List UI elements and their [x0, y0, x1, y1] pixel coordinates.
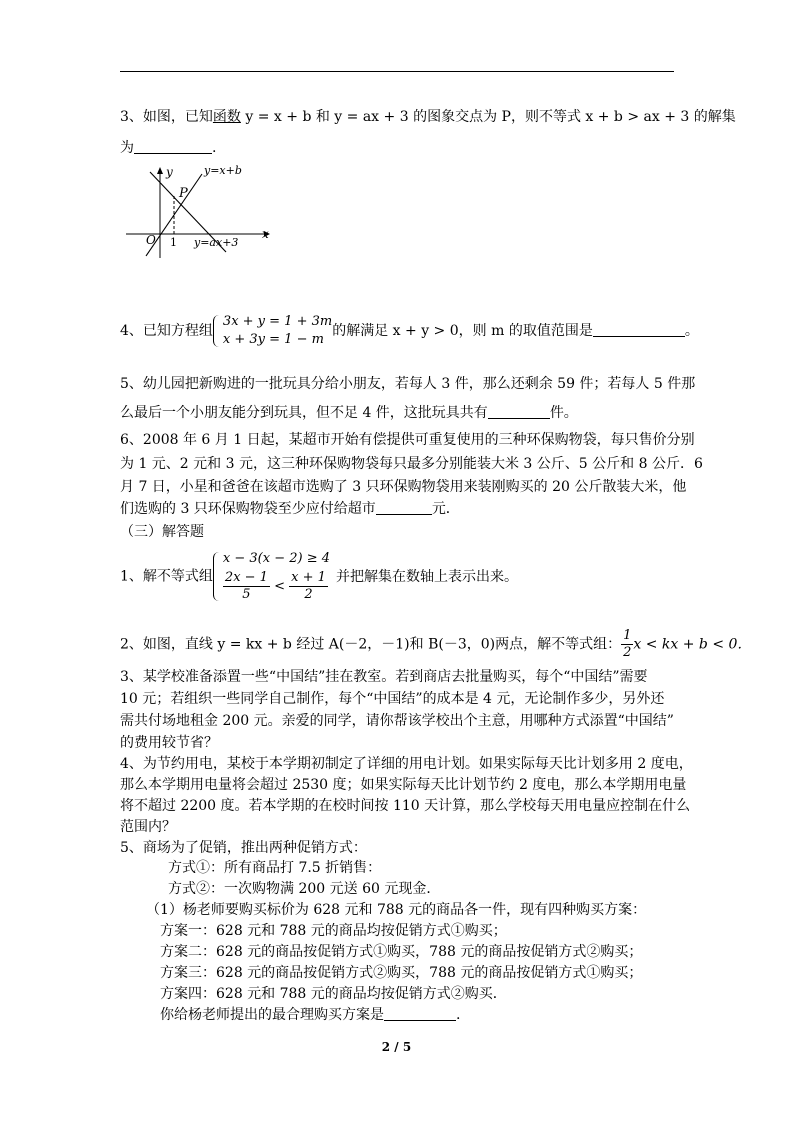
label-line1: y=x+b: [204, 164, 242, 177]
plan-1: 方案一：628 元和 788 元的商品均按促销方式①购买；: [160, 923, 507, 939]
problem-3-line2: 10 元；若组织一些同学自己制作，每个“中国结”的成本是 4 元，无论制作多少，另外还: [120, 691, 665, 707]
answer-blank[interactable]: [134, 139, 212, 154]
inequality-1: x − 3(x − 2) ≥ 4: [222, 551, 331, 566]
q5-line2-pre: 么最后一个小朋友能分到玩具，但不足 4 件，这批玩具共有: [120, 405, 488, 421]
y-arrow-icon: [157, 167, 163, 174]
fraction-2-num: x + 1: [291, 570, 326, 585]
fraction-1: [223, 570, 270, 603]
q3-end: .: [212, 140, 217, 156]
q3-line2-prefix: 为: [120, 140, 134, 156]
fill-question-6-line2: 为 1 元、2 元和 3 元，这三种环保购物袋每只最多分别能装大米 3 公斤、5 公斤和 8 公斤．6: [120, 456, 703, 472]
plan-question: [160, 1005, 460, 1025]
label-origin: O: [146, 233, 156, 247]
p2-pre: 2、如图，直线 y = kx + b 经过 A(－2，－1)和 B(－3，0)两点，解不等式组：: [120, 636, 622, 653]
fraction-1-den: 5: [242, 587, 251, 602]
label-x: x: [262, 227, 269, 241]
section-title: （三）解答题: [120, 524, 204, 540]
q4-post: 的解满足 x + y > 0，则 m 的取值范围是: [332, 323, 593, 339]
half-den: 2: [623, 645, 632, 660]
fill-question-3: [120, 107, 736, 127]
fraction-2: [289, 570, 328, 603]
p2-post: x < kx + b < 0．: [633, 636, 752, 653]
equation-2: x + 3y = 1 − m: [222, 332, 324, 347]
q6-line4-end: 元．: [431, 501, 460, 517]
problem-4-line4: 范围内？: [120, 819, 176, 835]
half-fraction: [621, 628, 633, 661]
fill-question-6-line4: [120, 499, 460, 519]
answer-blank[interactable]: [384, 1006, 456, 1021]
answer-blank[interactable]: [593, 322, 685, 337]
fraction-2-den: 2: [304, 587, 313, 602]
equation-1: 3x + y = 1 + 3m: [222, 314, 333, 329]
problem-3-line3: 需共付场地租金 200 元。亲爱的同学，请你帮该学校出个主意，用哪种方式添置“中国结”: [120, 713, 674, 729]
problem-2: [120, 628, 751, 661]
page-number: 2 / 5: [381, 1040, 412, 1054]
q4-pre: 4、已知方程组: [120, 323, 213, 339]
problem-3-line1: 3、某学校准备添置一些“中国结”挂在教室。若到商店去批量购买，每个“中国结”需要: [120, 669, 648, 685]
problem-4-line3: 将不超过 2200 度。若本学期的在校时间按 110 天计算，那么学校每天用电量应控制在什么: [120, 798, 691, 814]
answer-blank[interactable]: [488, 404, 550, 419]
fill-question-3-line2: [120, 138, 216, 158]
brace-icon: [213, 315, 220, 347]
plan-4: 方案四：628 元和 788 元的商品均按促销方式②购买．: [160, 986, 507, 1002]
fill-question-5-line1: 5、幼儿园把新购进的一批玩具分给小朋友，若每人 3 件，那么还剩余 59 件；若每人 5 件那: [120, 376, 696, 392]
label-y: y: [166, 165, 173, 179]
answer-blank[interactable]: [376, 500, 432, 515]
q4-end: 。: [684, 323, 699, 339]
label-one: 1: [170, 236, 177, 249]
plan-question-pre: 你给杨老师提出的最合理购买方案是: [160, 1007, 384, 1023]
half-num: 1: [623, 628, 632, 643]
q3-text: y = x + b 和 y = ax + 3 的图象交点为 P，则不等式 x + b > ax + 3 的解集: [240, 109, 736, 125]
fill-question-5-line2: [120, 403, 578, 423]
q3-graph: [122, 160, 272, 260]
equation-system: [213, 313, 332, 349]
plan-2: 方案二：628 元的商品按促销方式①购买，788 元的商品按促销方式②购买；: [160, 944, 643, 960]
problem-4-line2: 那么本学期用电量将会超过 2530 度；如果实际每天比计划节约 2 度电，那么本学期用电量: [120, 777, 687, 793]
problem-5-sub1: （1）杨老师要购买标价为 628 元和 788 元的商品各一件，现有四种购买方案：: [146, 902, 647, 918]
fill-question-6-line1: 6、2008 年 6 月 1 日起，某超市开始有偿提供可重复使用的三种环保购物袋，每只售价分别: [120, 432, 695, 448]
problem-5-line1: 5、商场为了促销，推出两种促销方式：: [120, 840, 367, 856]
brace-icon: [213, 552, 220, 601]
q3-pre: 3、如图，已知: [120, 109, 213, 125]
problem-3-line4: 的费用较节省？: [120, 735, 218, 751]
header-rule: [120, 71, 674, 72]
promotion-way-1: 方式①：所有商品打 7.5 折销售：: [168, 860, 382, 876]
lt-sign: <: [274, 579, 285, 594]
function-link[interactable]: 函数: [212, 109, 241, 125]
label-p: P: [179, 186, 188, 201]
problem-1: [120, 550, 518, 603]
inequality-2: [213, 568, 330, 603]
p1-pre: 1、解不等式组: [120, 568, 213, 585]
problem-4-line1: 4、为节约用电，某校于本学期初制定了详细的用电计划。如果实际每天比计划多用 2 度电，: [120, 756, 693, 772]
q6-line4-pre: 们选购的 3 只环保购物袋至少应付给超市: [120, 501, 376, 517]
q5-line2-end: 件。: [549, 405, 578, 421]
p1-post: 并把解集在数轴上表示出来。: [336, 568, 519, 585]
fill-question-4: [120, 313, 699, 349]
label-line2: y=ax+3: [194, 236, 239, 249]
promotion-way-2: 方式②：一次购物满 200 元送 60 元现金．: [168, 881, 441, 897]
fill-question-6-line3: 月 7 日，小星和爸爸在该超市选购了 3 只环保购物袋用来装刚购买的 20 公斤散装大米，他: [120, 479, 687, 495]
plan-question-end: .: [456, 1007, 461, 1023]
plan-3: 方案三：628 元的商品按促销方式②购买，788 元的商品按促销方式①购买；: [160, 965, 643, 981]
inequality-system: [213, 550, 330, 603]
fraction-1-num: 2x − 1: [224, 570, 268, 585]
